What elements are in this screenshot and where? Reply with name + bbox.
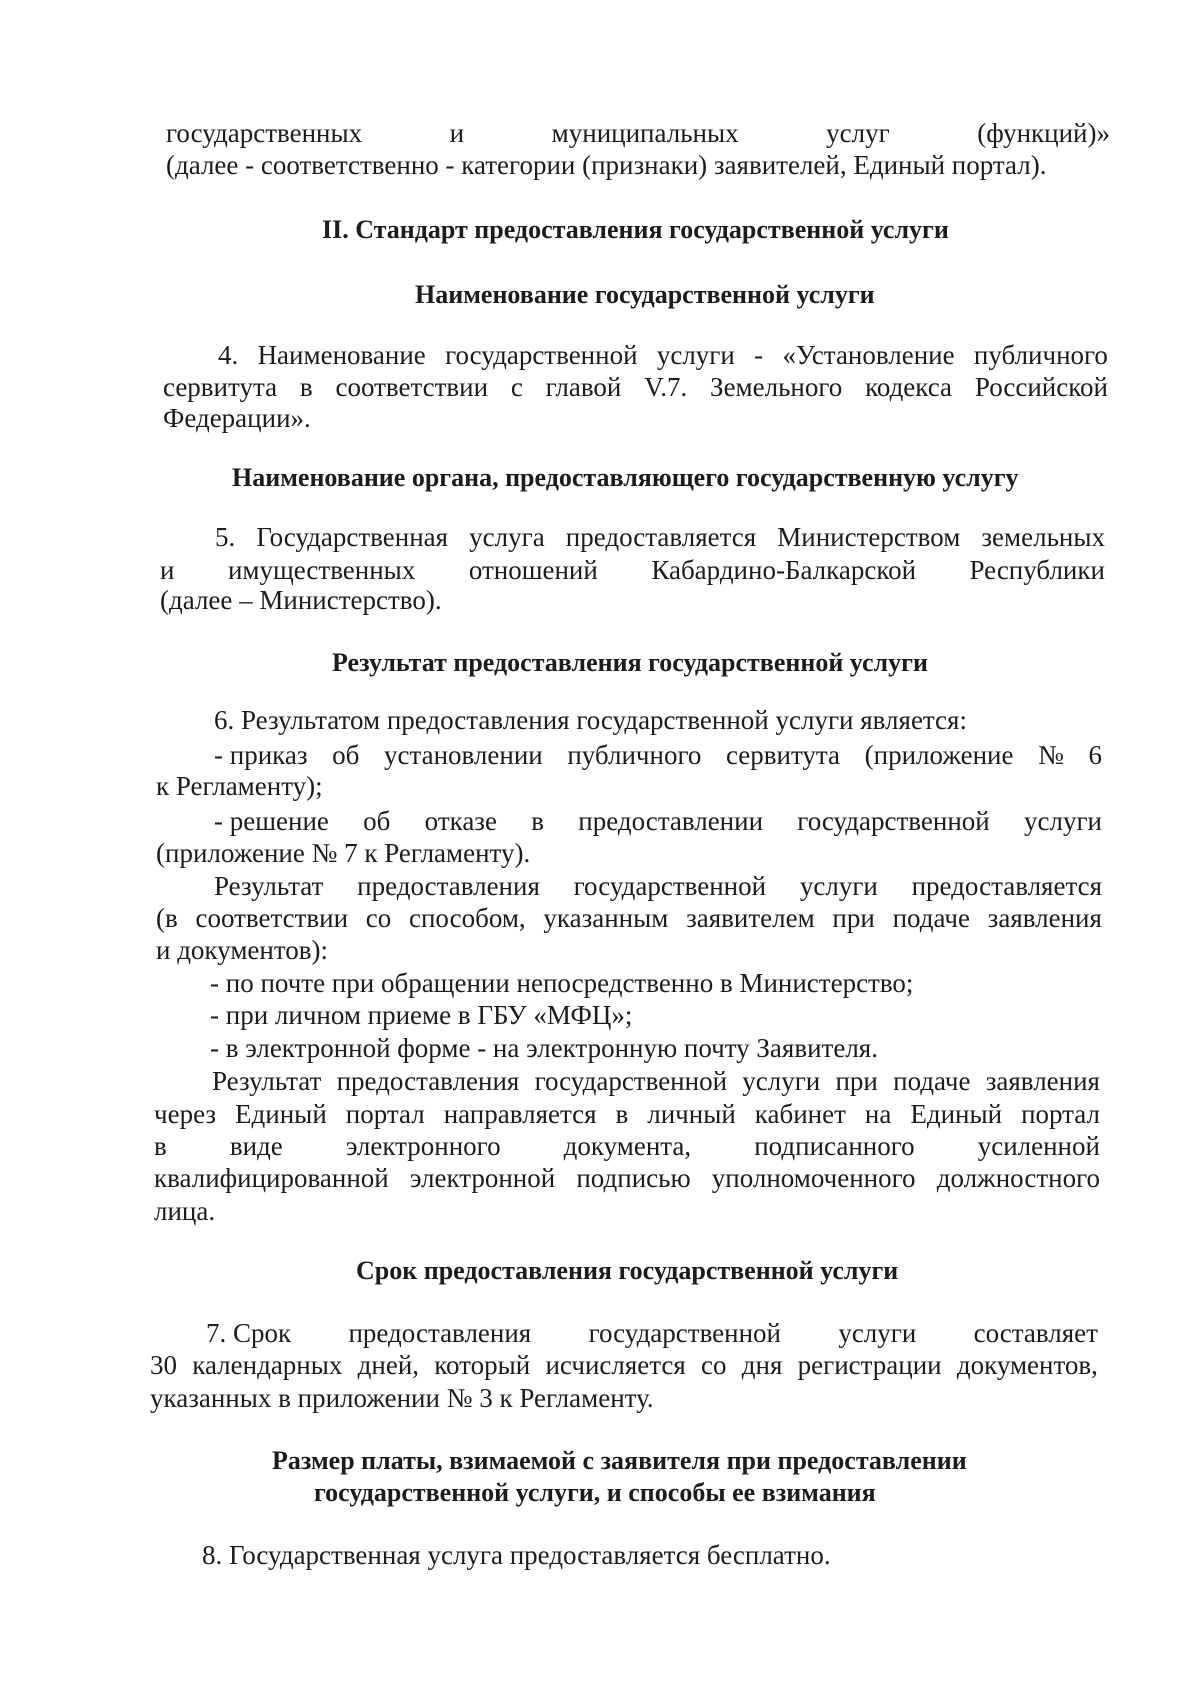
p6-line-5: (приложение № 7 к Регламенту). <box>156 838 531 868</box>
word: Наименование <box>257 340 426 370</box>
p6-line-13 <box>154 1099 1100 1129</box>
word: усиленной <box>977 1131 1100 1161</box>
word: и <box>160 555 175 585</box>
word: уполномоченного <box>711 1163 916 1193</box>
word: муниципальных <box>551 118 739 148</box>
word: Республики <box>969 555 1105 585</box>
intro-line-2: (далее - соответственно - категории (признаки) заявителей, Единый портал). <box>166 150 1047 180</box>
intro-line-1 <box>166 118 1110 148</box>
word: публичного <box>973 340 1108 370</box>
word: государственных <box>166 118 363 148</box>
word: составляет <box>973 1318 1098 1348</box>
word: заявителем <box>686 903 815 933</box>
word: № <box>1038 740 1064 770</box>
word: календарных <box>192 1350 343 1380</box>
word: с <box>510 372 523 402</box>
word: в <box>154 1131 167 1161</box>
word: Земельного <box>710 372 843 402</box>
p6-line-6 <box>214 871 1102 901</box>
word: предоставлении <box>578 806 764 836</box>
p4-line-1 <box>218 340 1108 370</box>
word: при <box>832 903 875 933</box>
word: - <box>754 340 764 370</box>
word: должностного <box>936 1163 1100 1193</box>
word: об <box>332 740 360 770</box>
word: и <box>449 118 465 148</box>
word: через <box>154 1099 217 1129</box>
word: государственной <box>573 871 767 901</box>
p6-line-1: 6. Результатом предоставления государственной услуги является: <box>214 705 967 735</box>
word: государственной <box>588 1318 781 1348</box>
word: сервитута <box>725 740 841 770</box>
word: Кабардино-Балкарской <box>651 555 917 585</box>
p7-line-2 <box>150 1350 1098 1380</box>
word: государственной <box>534 1066 728 1096</box>
p6-line-3: к Регламенту); <box>156 771 323 801</box>
p6-line-7 <box>156 903 1102 933</box>
word: личный <box>647 1099 736 1129</box>
heading-term: Срок предоставления государственной услуги <box>356 1256 899 1285</box>
word: 7. Срок <box>206 1318 292 1348</box>
word: соответствии <box>335 372 489 402</box>
heading-service-name: Наименование государственной услуги <box>415 280 875 309</box>
p6-line-9: - по почте при обращении непосредственно в Министерство; <box>210 968 914 998</box>
word: услуги <box>799 871 878 901</box>
word: заявления <box>985 1066 1100 1096</box>
word: Государственная <box>256 522 449 552</box>
word: подаче <box>892 903 970 933</box>
word: заявления <box>987 903 1102 933</box>
word: 4. <box>218 340 239 370</box>
word: дней, <box>357 1350 420 1380</box>
word: - решение <box>214 806 329 836</box>
p6-line-8: и документов): <box>156 935 329 965</box>
word: предоставляется <box>911 871 1102 901</box>
word: (функций)» <box>977 118 1110 148</box>
word: электронной <box>409 1163 556 1193</box>
word: Российской <box>974 372 1108 402</box>
word: государственной <box>797 806 990 836</box>
word: квалифицированной <box>154 1163 389 1193</box>
word: предоставления <box>348 1318 532 1348</box>
p6-line-11: - в электронной форме - на электронную почту Заявителя. <box>210 1033 878 1063</box>
word: об <box>363 806 391 836</box>
word: Единый <box>910 1099 1003 1129</box>
p6-line-12 <box>212 1066 1100 1096</box>
p5-line-2 <box>160 555 1105 585</box>
word: в <box>531 806 544 836</box>
p6-line-4 <box>214 806 1102 836</box>
word: со <box>701 1350 727 1380</box>
word: предоставления <box>336 1066 520 1096</box>
heading-fee-line-2: государственной услуги, и способы ее взимания <box>314 1478 876 1507</box>
section-title: II. Стандарт предоставления государственной услуги <box>322 215 949 244</box>
word: (в <box>156 903 178 933</box>
word: в <box>615 1099 629 1129</box>
p6-line-16: лица. <box>154 1196 216 1226</box>
word: земельных <box>981 522 1105 552</box>
word: услуги <box>838 1318 917 1348</box>
word: со <box>365 903 392 933</box>
p4-line-2 <box>163 372 1108 402</box>
word: виде <box>229 1131 283 1161</box>
word: дня <box>741 1350 783 1380</box>
p5-line-1 <box>215 522 1105 552</box>
word: государственной <box>445 340 638 370</box>
word: на <box>864 1099 892 1129</box>
p7-line-3: указанных в приложении № 3 к Регламенту. <box>150 1383 654 1413</box>
word: сервитута <box>163 372 278 402</box>
word: предоставления <box>357 871 540 901</box>
heading-authority: Наименование органа, предоставляющего государственную услугу <box>232 463 1019 492</box>
word: электронного <box>345 1131 501 1161</box>
word: подписью <box>576 1163 691 1193</box>
word: 5. <box>215 522 236 552</box>
p6-line-10: - при личном приеме в ГБУ «МФЦ»; <box>210 1000 633 1030</box>
word: отношений <box>468 555 598 585</box>
word: Результат <box>212 1066 322 1096</box>
word: который <box>434 1350 531 1380</box>
word: предоставляется <box>565 522 757 552</box>
word: услуги <box>1024 806 1102 836</box>
word: соответствии <box>195 903 349 933</box>
p8-line-1: 8. Государственная услуга предоставляется бесплатно. <box>202 1540 831 1570</box>
word: главой <box>545 372 622 402</box>
word: публичного <box>567 740 702 770</box>
word: портал <box>345 1099 425 1129</box>
word: имущественных <box>227 555 416 585</box>
p6-line-2 <box>214 740 1102 770</box>
word: установлении <box>383 740 543 770</box>
word: регистрации <box>797 1350 942 1380</box>
word: способом, <box>409 903 526 933</box>
word: исчисляется <box>545 1350 686 1380</box>
word: в <box>299 372 313 402</box>
word: услуги <box>656 340 735 370</box>
word: документов, <box>956 1350 1098 1380</box>
word: услуги <box>742 1066 821 1096</box>
word: услуг <box>826 118 890 148</box>
p6-line-14 <box>154 1131 1100 1161</box>
word: кодекса <box>865 372 953 402</box>
word: кабинет <box>754 1099 846 1129</box>
word: Результат <box>214 871 324 901</box>
word: подаче <box>893 1066 971 1096</box>
word: «Установление <box>782 340 955 370</box>
word: подписанного <box>754 1131 915 1161</box>
word: V.7. <box>644 372 688 402</box>
word: 6 <box>1088 740 1102 770</box>
p4-line-3: Федерации». <box>163 403 311 433</box>
word: - приказ <box>214 740 308 770</box>
word: при <box>835 1066 878 1096</box>
word: Единый <box>235 1099 327 1129</box>
word: указанным <box>543 903 669 933</box>
p6-line-15 <box>154 1163 1100 1193</box>
word: (приложение <box>864 740 1014 770</box>
heading-fee-line-1: Размер платы, взимаемой с заявителя при предоставлении <box>272 1446 967 1475</box>
p5-line-3: (далее – Министерство). <box>160 585 442 615</box>
word: услуга <box>469 522 545 552</box>
word: 30 <box>150 1350 177 1380</box>
word: Министерством <box>777 522 961 552</box>
heading-result: Результат предоставления государственной услуги <box>332 648 928 677</box>
word: отказе <box>424 806 497 836</box>
word: направляется <box>443 1099 597 1129</box>
p7-line-1 <box>206 1318 1098 1348</box>
word: портал <box>1021 1099 1100 1129</box>
word: документа, <box>563 1131 692 1161</box>
